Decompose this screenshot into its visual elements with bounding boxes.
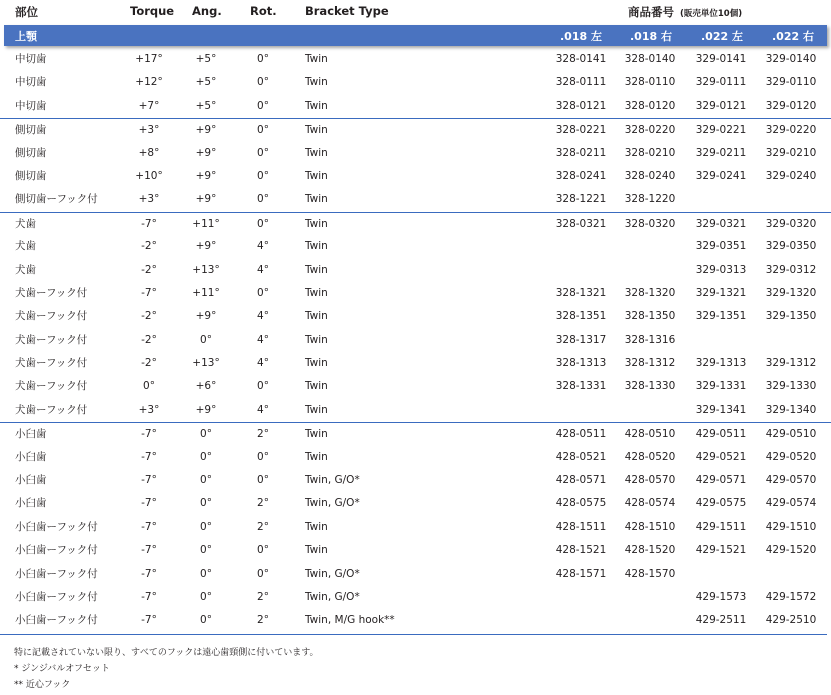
- cell-part: 犬歯: [15, 263, 36, 276]
- cell-bracket-type: Twin, G/O*: [305, 590, 360, 603]
- cell-torque: +3°: [138, 124, 160, 137]
- cell-ang: +9°: [195, 193, 217, 206]
- table-bottom-rule: [0, 634, 827, 635]
- cell-rot: 0°: [257, 76, 269, 89]
- cell-part: 犬歯ーフック付: [15, 403, 88, 416]
- cell-ang: +13°: [192, 263, 220, 276]
- cell-018-right: 428-0520: [624, 450, 676, 463]
- cell-rot: 0°: [257, 124, 269, 137]
- cell-022-left: 429-1511: [695, 520, 747, 533]
- cell-torque: -7°: [141, 567, 157, 580]
- cell-022-left: 429-0511: [695, 428, 747, 441]
- table-row: [0, 118, 831, 141]
- cell-018-left: 328-1317: [555, 333, 607, 346]
- cell-rot: 4°: [257, 310, 269, 323]
- cell-rot: 4°: [257, 240, 269, 253]
- cell-torque: +10°: [135, 169, 163, 182]
- cell-ang: +9°: [195, 310, 217, 323]
- cell-bracket-type: Twin: [305, 333, 328, 346]
- cell-022-right: 329-1350: [765, 310, 817, 323]
- cell-rot: 4°: [257, 263, 269, 276]
- cell-ang: +11°: [192, 286, 220, 299]
- cell-part: 小臼歯: [15, 474, 47, 487]
- cell-bracket-type: Twin, G/O*: [305, 497, 360, 510]
- cell-018-left: 328-0121: [555, 99, 607, 112]
- cell-torque: +7°: [138, 99, 160, 112]
- cell-bracket-type: Twin: [305, 240, 328, 253]
- cell-rot: 2°: [257, 590, 269, 603]
- cell-ang: +6°: [195, 380, 217, 393]
- cell-018-right: 428-0570: [624, 474, 676, 487]
- table-row: [0, 305, 831, 328]
- cell-torque: -7°: [141, 428, 157, 441]
- cell-part: 側切歯ーフック付: [15, 193, 98, 206]
- cell-022-left: 329-0221: [695, 124, 747, 137]
- cell-018-right: 328-0240: [624, 169, 676, 182]
- cell-018-left: 428-1511: [555, 520, 607, 533]
- cell-018-right: 328-0220: [624, 124, 676, 137]
- cell-022-left: 429-0571: [695, 474, 747, 487]
- cell-022-left: 329-0313: [695, 263, 747, 276]
- cell-rot: 2°: [257, 520, 269, 533]
- cell-ang: 0°: [200, 544, 212, 557]
- cell-bracket-type: Twin: [305, 310, 328, 323]
- header-part: 部位: [15, 5, 38, 19]
- cell-018-left: 428-0575: [555, 497, 607, 510]
- cell-rot: 4°: [257, 403, 269, 416]
- header-torque: Torque: [130, 4, 175, 18]
- header-unit-note: (販売単位10個): [680, 9, 743, 19]
- cell-rot: 0°: [257, 474, 269, 487]
- table-row: [0, 71, 831, 94]
- header-bracket-type: Bracket Type: [305, 4, 389, 18]
- cell-022-left: 329-1351: [695, 310, 747, 323]
- cell-part: 側切歯: [15, 146, 47, 159]
- cell-ang: 0°: [200, 520, 212, 533]
- cell-torque: +3°: [138, 403, 160, 416]
- cell-022-right: 329-0350: [765, 240, 817, 253]
- cell-018-right: 328-1320: [624, 286, 676, 299]
- cell-ang: +9°: [195, 169, 217, 182]
- cell-torque: -7°: [141, 614, 157, 627]
- table-row: [0, 95, 831, 118]
- table-row: [0, 282, 831, 305]
- table-row: [0, 563, 831, 586]
- table-row: [0, 165, 831, 188]
- cell-022-right: 329-1320: [765, 286, 817, 299]
- cell-018-right: 328-0120: [624, 99, 676, 112]
- cell-022-left: 329-0121: [695, 99, 747, 112]
- cell-rot: 2°: [257, 497, 269, 510]
- cell-part: 小臼歯: [15, 450, 47, 463]
- cell-rot: 0°: [257, 193, 269, 206]
- cell-bracket-type: Twin: [305, 520, 328, 533]
- table-row: [0, 422, 831, 445]
- cell-022-right: 429-1520: [765, 544, 817, 557]
- cell-part: 犬歯ーフック付: [15, 286, 88, 299]
- cell-022-right: 329-1340: [765, 403, 817, 416]
- cell-bracket-type: Twin: [305, 380, 328, 393]
- cell-part: 犬歯ーフック付: [15, 333, 88, 346]
- cell-018-left: 428-0511: [555, 428, 607, 441]
- cell-ang: +9°: [195, 146, 217, 159]
- cell-torque: -2°: [141, 263, 157, 276]
- table-row: [0, 586, 831, 609]
- cell-bracket-type: Twin: [305, 217, 328, 230]
- cell-ang: 0°: [200, 333, 212, 346]
- cell-022-left: 329-0321: [695, 217, 747, 230]
- cell-022-right: 429-0570: [765, 474, 817, 487]
- table-row: [0, 609, 831, 632]
- cell-rot: 2°: [257, 614, 269, 627]
- cell-torque: +3°: [138, 193, 160, 206]
- cell-022-right: 329-0120: [765, 99, 817, 112]
- cell-rot: 0°: [257, 380, 269, 393]
- table-row: [0, 469, 831, 492]
- cell-018-left: 428-1521: [555, 544, 607, 557]
- cell-018-right: 328-1312: [624, 357, 676, 370]
- cell-ang: +5°: [195, 99, 217, 112]
- cell-022-right: 429-1510: [765, 520, 817, 533]
- cell-018-right: 328-1350: [624, 310, 676, 323]
- cell-part: 犬歯ーフック付: [15, 357, 88, 370]
- cell-022-left: 329-0111: [695, 76, 747, 89]
- cell-ang: +9°: [195, 240, 217, 253]
- cell-part: 小臼歯ーフック付: [15, 567, 98, 580]
- cell-part: 犬歯: [15, 240, 36, 253]
- cell-torque: -7°: [141, 450, 157, 463]
- cell-torque: -2°: [141, 333, 157, 346]
- cell-018-left: 328-0321: [555, 217, 607, 230]
- cell-part: 側切歯: [15, 124, 47, 137]
- cell-018-left: 328-0241: [555, 169, 607, 182]
- cell-018-right: 328-0210: [624, 146, 676, 159]
- cell-018-right: 428-0510: [624, 428, 676, 441]
- cell-rot: 0°: [257, 217, 269, 230]
- cell-018-left: 328-1221: [555, 193, 607, 206]
- cell-rot: 0°: [257, 146, 269, 159]
- table-row: [0, 48, 831, 71]
- cell-022-right: 429-0520: [765, 450, 817, 463]
- cell-ang: 0°: [200, 567, 212, 580]
- cell-022-right: 329-0312: [765, 263, 817, 276]
- cell-torque: +8°: [138, 146, 160, 159]
- cell-018-right: 328-1220: [624, 193, 676, 206]
- cell-bracket-type: Twin: [305, 403, 328, 416]
- cell-bracket-type: Twin: [305, 53, 328, 65]
- cell-bracket-type: Twin, G/O*: [305, 567, 360, 580]
- cell-part: 小臼歯ーフック付: [15, 520, 98, 533]
- cell-ang: +13°: [192, 357, 220, 370]
- cell-018-left: 328-1313: [555, 357, 607, 370]
- footnote-gingival-offset: * ジンジバルオフセット: [14, 664, 110, 674]
- cell-022-left: 329-0211: [695, 146, 747, 159]
- band-col-022-right: .022 右: [772, 30, 814, 43]
- cell-022-left: 329-1341: [695, 403, 747, 416]
- table-row: [0, 142, 831, 165]
- cell-part: 小臼歯ーフック付: [15, 544, 98, 557]
- cell-bracket-type: Twin, M/G hook**: [305, 614, 395, 627]
- table-row: [0, 259, 831, 282]
- cell-part: 中切歯: [15, 76, 47, 89]
- cell-part: 側切歯: [15, 169, 47, 182]
- cell-ang: +5°: [195, 76, 217, 89]
- cell-022-left: 429-2511: [695, 614, 747, 627]
- cell-ang: 0°: [200, 614, 212, 627]
- table-row: [0, 446, 831, 469]
- cell-018-right: 328-1316: [624, 333, 676, 346]
- cell-018-left: 328-1321: [555, 286, 607, 299]
- band-col-018-right: .018 右: [630, 30, 672, 43]
- cell-bracket-type: Twin: [305, 193, 328, 206]
- footnote-mesial-hook: ** 近心フック: [14, 680, 71, 690]
- cell-rot: 4°: [257, 333, 269, 346]
- cell-bracket-type: Twin: [305, 428, 328, 441]
- cell-018-right: 328-0320: [624, 217, 676, 230]
- cell-022-right: 429-0510: [765, 428, 817, 441]
- cell-bracket-type: Twin: [305, 263, 328, 276]
- cell-022-left: 329-1313: [695, 357, 747, 370]
- band-label: 上顎: [15, 30, 37, 43]
- table-row: [0, 375, 831, 398]
- cell-bracket-type: Twin: [305, 286, 328, 299]
- cell-022-left: 429-1573: [695, 590, 747, 603]
- cell-bracket-type: Twin: [305, 146, 328, 159]
- cell-022-right: 329-0220: [765, 124, 817, 137]
- cell-part: 犬歯: [15, 217, 36, 230]
- cell-torque: -7°: [141, 497, 157, 510]
- cell-022-right: 429-2510: [765, 614, 817, 627]
- cell-018-left: 328-0111: [555, 76, 607, 89]
- header-ang: Ang.: [192, 4, 222, 18]
- cell-018-left: 328-0141: [555, 53, 607, 65]
- cell-ang: +9°: [195, 403, 217, 416]
- cell-022-right: 329-1330: [765, 380, 817, 393]
- cell-part: 小臼歯: [15, 497, 47, 510]
- cell-018-right: 428-1510: [624, 520, 676, 533]
- table-row: [0, 492, 831, 515]
- cell-018-right: 328-0110: [624, 76, 676, 89]
- cell-rot: 0°: [257, 286, 269, 299]
- table-body: [0, 48, 831, 633]
- cell-rot: 0°: [257, 450, 269, 463]
- band-col-018-left: .018 左: [560, 30, 602, 43]
- cell-022-right: 429-0574: [765, 497, 817, 510]
- cell-torque: -7°: [141, 474, 157, 487]
- cell-018-left: 428-0571: [555, 474, 607, 487]
- cell-ang: +9°: [195, 124, 217, 137]
- cell-022-left: 329-1321: [695, 286, 747, 299]
- cell-018-right: 328-1330: [624, 380, 676, 393]
- table-row: [0, 329, 831, 352]
- cell-rot: 0°: [257, 567, 269, 580]
- cell-rot: 0°: [257, 53, 269, 65]
- cell-ang: 0°: [200, 474, 212, 487]
- cell-ang: 0°: [200, 590, 212, 603]
- cell-bracket-type: Twin: [305, 450, 328, 463]
- cell-part: 中切歯: [15, 99, 47, 112]
- table-row: [0, 399, 831, 422]
- cell-rot: 0°: [257, 544, 269, 557]
- cell-022-right: 329-0240: [765, 169, 817, 182]
- band-col-022-left: .022 左: [701, 30, 743, 43]
- section-band-upper: [4, 25, 827, 46]
- cell-torque: -7°: [141, 520, 157, 533]
- cell-torque: -2°: [141, 240, 157, 253]
- cell-022-right: 329-0140: [765, 53, 817, 65]
- cell-022-right: 329-0210: [765, 146, 817, 159]
- cell-022-right: 329-0320: [765, 217, 817, 230]
- cell-ang: +5°: [195, 53, 217, 65]
- cell-ang: 0°: [200, 497, 212, 510]
- cell-bracket-type: Twin: [305, 544, 328, 557]
- cell-018-right: 328-0140: [624, 53, 676, 65]
- cell-torque: -7°: [141, 217, 157, 230]
- cell-bracket-type: Twin: [305, 357, 328, 370]
- table-row: [0, 188, 831, 211]
- cell-rot: 4°: [257, 357, 269, 370]
- table-row: [0, 539, 831, 562]
- table-row: [0, 235, 831, 258]
- cell-022-left: 329-0141: [695, 53, 747, 65]
- cell-018-right: 428-1520: [624, 544, 676, 557]
- table-row: [0, 516, 831, 539]
- cell-bracket-type: Twin, G/O*: [305, 474, 360, 487]
- cell-022-right: 329-0110: [765, 76, 817, 89]
- cell-torque: -2°: [141, 310, 157, 323]
- cell-018-left: 428-1571: [555, 567, 607, 580]
- cell-022-left: 329-1331: [695, 380, 747, 393]
- cell-bracket-type: Twin: [305, 76, 328, 89]
- cell-bracket-type: Twin: [305, 99, 328, 112]
- cell-torque: -7°: [141, 544, 157, 557]
- cell-018-left: 328-1331: [555, 380, 607, 393]
- cell-018-left: 428-0521: [555, 450, 607, 463]
- cell-rot: 0°: [257, 99, 269, 112]
- header-product-no: 商品番号: [628, 5, 674, 19]
- cell-part: 小臼歯ーフック付: [15, 614, 98, 627]
- cell-bracket-type: Twin: [305, 124, 328, 137]
- cell-ang: 0°: [200, 428, 212, 441]
- cell-018-left: 328-1351: [555, 310, 607, 323]
- cell-rot: 2°: [257, 428, 269, 441]
- cell-ang: +11°: [192, 217, 220, 230]
- cell-ang: 0°: [200, 450, 212, 463]
- cell-torque: -2°: [141, 357, 157, 370]
- footnote-main: 特に記載されていない限り、すべてのフックは遠心歯頸側に付いています。: [14, 648, 319, 658]
- cell-022-left: 329-0241: [695, 169, 747, 182]
- cell-part: 中切歯: [15, 53, 47, 65]
- cell-022-left: 429-1521: [695, 544, 747, 557]
- cell-rot: 0°: [257, 169, 269, 182]
- cell-bracket-type: Twin: [305, 169, 328, 182]
- table-row: [0, 212, 831, 235]
- cell-018-right: 428-0574: [624, 497, 676, 510]
- cell-018-right: 428-1570: [624, 567, 676, 580]
- cell-torque: +12°: [135, 76, 163, 89]
- cell-018-left: 328-0211: [555, 146, 607, 159]
- cell-022-left: 429-0521: [695, 450, 747, 463]
- cell-018-left: 328-0221: [555, 124, 607, 137]
- cell-torque: 0°: [143, 380, 155, 393]
- cell-022-left: 429-0575: [695, 497, 747, 510]
- cell-022-left: 329-0351: [695, 240, 747, 253]
- cell-022-right: 329-1312: [765, 357, 817, 370]
- table-row: [0, 352, 831, 375]
- header-rot: Rot.: [250, 4, 277, 18]
- cell-torque: -7°: [141, 286, 157, 299]
- cell-part: 小臼歯ーフック付: [15, 590, 98, 603]
- cell-part: 犬歯ーフック付: [15, 310, 88, 323]
- cell-torque: +17°: [135, 53, 163, 65]
- cell-torque: -7°: [141, 590, 157, 603]
- cell-022-right: 429-1572: [765, 590, 817, 603]
- cell-part: 小臼歯: [15, 428, 47, 441]
- cell-part: 犬歯ーフック付: [15, 380, 88, 393]
